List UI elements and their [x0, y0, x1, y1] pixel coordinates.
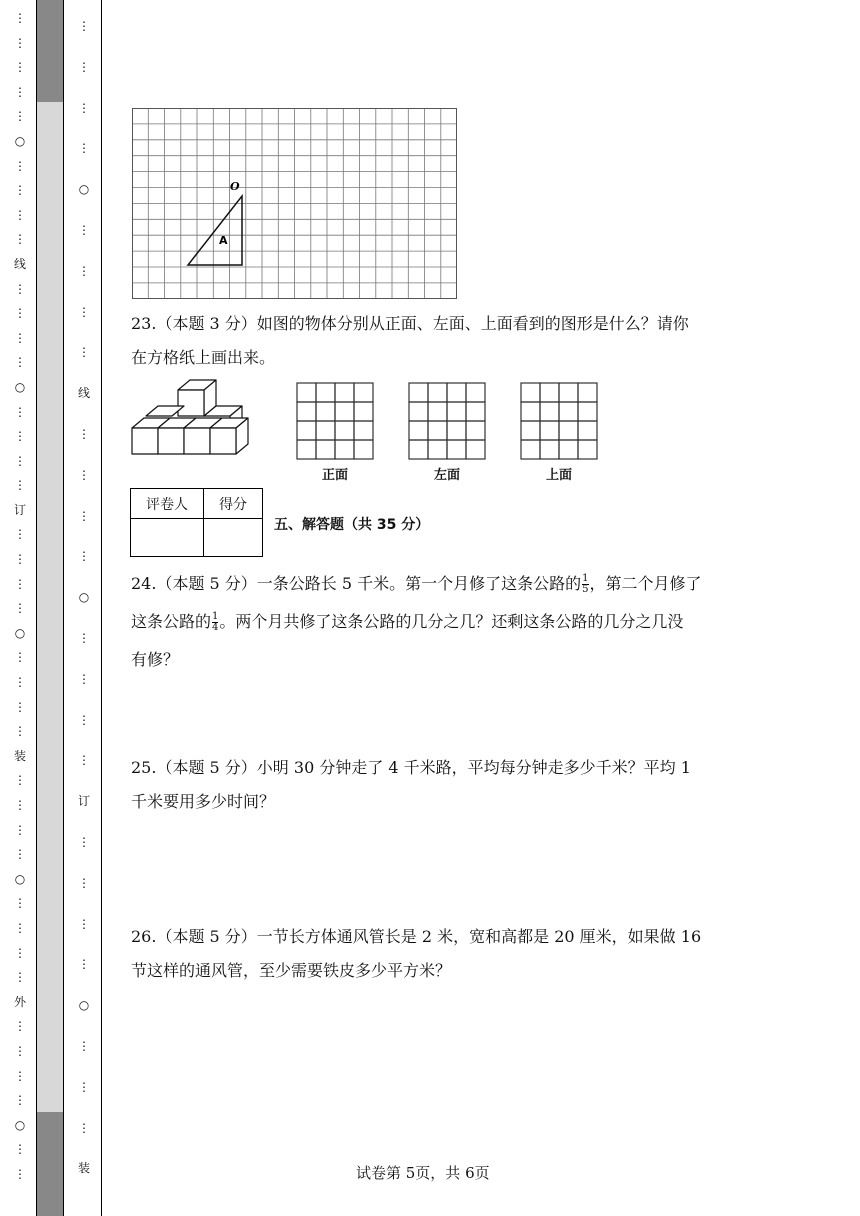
binding-label: 线 [78, 386, 91, 401]
question-24-text-c: 这条公路的 [131, 612, 212, 631]
binding-circle-icon: ○ [14, 625, 26, 640]
binding-circle-icon: ○ [14, 871, 26, 886]
binding-dots-icon: ⋮ [78, 19, 90, 33]
binding-dots-icon: ⋮ [78, 222, 90, 237]
fraction-numerator: 1 [582, 573, 589, 584]
question-24-text-d: 。两个月共修了这条公路的几分之几？还剩这条公路的几分之几没 [219, 612, 684, 631]
question-24-text-b: ，第二个月修了 [589, 574, 702, 593]
binding-dots-icon: ⋮ [78, 304, 90, 319]
binding-dots-icon: ⋮ [14, 429, 26, 444]
binding-dots-icon: ⋮ [78, 467, 90, 482]
triangle-a [188, 196, 242, 265]
binding-dots-icon: ⋮ [14, 773, 26, 788]
binding-dots-icon: ⋮ [78, 549, 90, 564]
front-view-label: 正面 [321, 468, 348, 483]
binding-dots-icon: ⋮ [14, 1068, 26, 1083]
binding-label: 订 [78, 794, 91, 809]
binding-dots-icon: ⋮ [14, 109, 26, 124]
binding-label: 线 [14, 256, 27, 271]
binding-dots-icon: ⋮ [78, 712, 90, 727]
binding-dots-icon: ⋮ [78, 263, 90, 278]
question-26-line2: 节这样的通风管，至少需要铁皮多少平方米？ [131, 961, 452, 980]
binding-dots-icon: ⋮ [14, 1093, 26, 1108]
binding-dots-icon: ⋮ [14, 1142, 26, 1157]
binding-dots-icon: ⋮ [14, 552, 26, 567]
coordinate-grid-figure [132, 108, 458, 300]
binding-dots-icon: ⋮ [14, 847, 26, 862]
front-view-grid [296, 382, 374, 460]
binding-dots-icon: ⋮ [14, 970, 26, 985]
binding-dots-icon: ⋮ [78, 1120, 90, 1135]
binding-circle-icon: ○ [78, 998, 90, 1013]
binding-label: 订 [14, 502, 27, 517]
binding-circle-icon: ○ [14, 1117, 26, 1132]
binding-dots-icon: ⋮ [14, 798, 26, 812]
binding-dots-icon: ⋮ [78, 1079, 90, 1094]
binding-dots-icon: ⋮ [78, 957, 90, 972]
binding-dots-icon: ⋮ [14, 1166, 26, 1181]
question-24-text-a: 24.（本题 5 分）一条公路长 5 千米。第一个月修了这条公路的 [131, 574, 582, 593]
fraction-one-fourth [212, 612, 218, 633]
shape-a-label: A [219, 234, 228, 247]
binding-dots-icon: ⋮ [14, 35, 26, 50]
binding-dots-icon: ⋮ [78, 426, 90, 441]
binding-dots-icon: ⋮ [14, 404, 26, 419]
binding-dots-icon: ⋮ [78, 916, 90, 931]
binding-dots-icon: ⋮ [14, 183, 26, 198]
binding-circle-icon: ○ [78, 590, 90, 605]
binding-dots-icon: ⋮ [14, 822, 26, 837]
binding-dots-icon: ⋮ [78, 1038, 90, 1053]
score-box-grader-cell[interactable] [131, 519, 204, 557]
binding-dots-icon: ⋮ [14, 306, 26, 321]
binding-circle-icon: ○ [78, 182, 90, 197]
binding-dots-icon: ⋮ [14, 920, 26, 935]
question-25-line1: 25.（本题 5 分）小明 30 分钟走了 4 千米路，平均每分钟走多少千米？平均 1 [131, 758, 691, 777]
binding-dots-icon: ⋮ [78, 345, 90, 360]
binding-dots-icon: ⋮ [78, 671, 90, 686]
binding-dots-icon: ⋮ [14, 1019, 26, 1034]
binding-dots-icon: ⋮ [14, 1043, 26, 1058]
score-box-score-header: 得分 [204, 489, 263, 519]
binding-dots-icon: ⋮ [14, 527, 26, 542]
left-view-label: 左面 [433, 468, 460, 483]
question-24 [131, 565, 731, 679]
binding-dots-icon: ⋮ [14, 232, 26, 247]
question-25-line2: 千米要用多少时间？ [131, 792, 276, 811]
binding-dots-icon: ⋮ [78, 753, 90, 768]
left-view-grid [408, 382, 486, 460]
binding-margin-outer [0, 0, 36, 1216]
binding-dots-icon: ⋮ [14, 355, 26, 370]
question-26 [131, 920, 731, 988]
inner-dotted-line [78, 6, 90, 1189]
binding-border-right [101, 0, 102, 1216]
binding-margin-inner [64, 0, 100, 1216]
binding-gray-band [37, 0, 63, 1216]
top-view-grid [520, 382, 598, 460]
top-view-label: 上面 [545, 468, 572, 483]
binding-dots-icon: ⋮ [14, 281, 26, 296]
question-24-line2 [131, 603, 731, 641]
question-23 [131, 307, 731, 375]
binding-circle-icon: ○ [14, 133, 26, 148]
binding-dark-block-bottom [37, 1112, 63, 1216]
question-23-line1: 23.（本题 3 分）如图的物体分别从正面、左面、上面看到的图形是什么？请你 [131, 314, 689, 333]
score-box [130, 488, 263, 557]
question-24-line1 [131, 565, 731, 603]
question-25 [131, 751, 731, 819]
fraction-denominator: 5 [582, 584, 589, 595]
question-26-line1: 26.（本题 5 分）一节长方体通风管长是 2 米，宽和高都是 20 厘米，如果做 16 [131, 927, 702, 946]
fraction-one-fifth [582, 574, 588, 595]
question-23-line2: 在方格纸上画出来。 [131, 348, 276, 367]
point-o-label: O [230, 180, 240, 193]
binding-dots-icon: ⋮ [78, 630, 90, 645]
binding-dots-icon: ⋮ [14, 675, 26, 690]
binding-dots-icon: ⋮ [14, 699, 26, 714]
fraction-denominator: 4 [212, 622, 219, 633]
binding-dots-icon: ⋮ [14, 896, 26, 911]
binding-dots-icon: ⋮ [78, 875, 90, 890]
binding-dots-icon: ⋮ [14, 453, 26, 468]
fraction-numerator: 1 [212, 611, 219, 622]
binding-dots-icon: ⋮ [14, 576, 26, 591]
binding-dots-icon: ⋮ [14, 650, 26, 665]
binding-label: 装 [14, 748, 27, 763]
binding-dots-icon: ⋮ [14, 207, 26, 222]
score-box-score-cell[interactable] [204, 519, 263, 557]
binding-dots-icon: ⋮ [14, 60, 26, 75]
binding-dots-icon: ⋮ [78, 100, 90, 115]
binding-dots-icon: ⋮ [14, 945, 26, 960]
binding-dots-icon: ⋮ [14, 330, 26, 345]
score-box-grader-header: 评卷人 [131, 489, 204, 519]
binding-dots-icon: ⋮ [14, 724, 26, 739]
binding-dots-icon: ⋮ [14, 84, 26, 99]
binding-dots-icon: ⋮ [14, 158, 26, 173]
binding-label: 外 [14, 994, 27, 1009]
binding-dots-icon: ⋮ [14, 478, 26, 493]
binding-dots-icon: ⋮ [78, 141, 90, 156]
binding-dots-icon: ⋮ [78, 834, 90, 849]
binding-dots-icon: ⋮ [78, 508, 90, 523]
page-footer: 试卷第 5页，共 6页 [356, 1164, 490, 1182]
cube-stack-figure [128, 378, 252, 470]
section-title: 五、解答题（共 35 分） [274, 517, 430, 533]
binding-label: 装 [78, 1161, 91, 1176]
binding-dots-icon: ⋮ [78, 59, 90, 74]
binding-dots-icon: ⋮ [14, 11, 26, 25]
binding-dark-block-top [37, 0, 63, 102]
binding-circle-icon: ○ [14, 379, 26, 394]
question-24-line3: 有修？ [131, 650, 180, 669]
binding-dots-icon: ⋮ [14, 601, 26, 616]
outer-dotted-line [14, 6, 26, 1187]
